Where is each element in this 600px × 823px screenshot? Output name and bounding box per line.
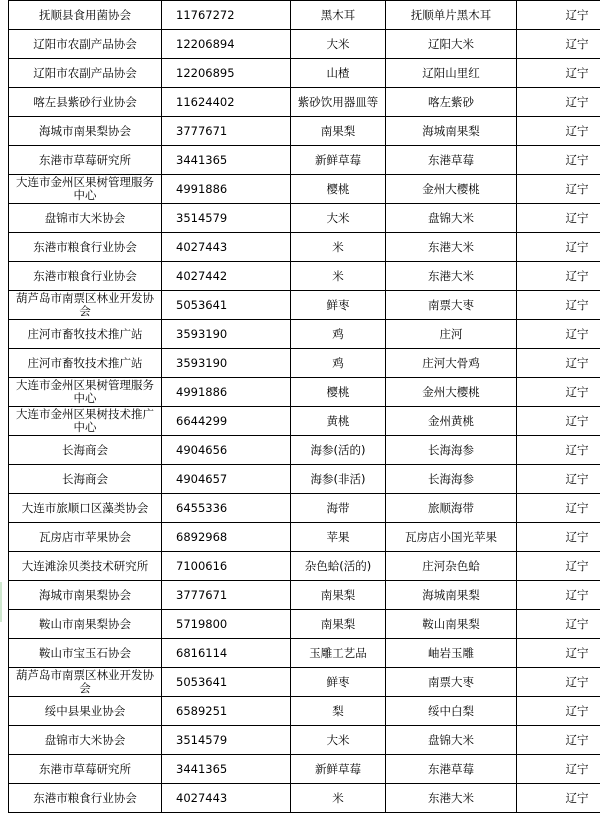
registration-number-cell: 5719800 [162, 610, 291, 639]
product-cell: 鸡 [291, 349, 386, 378]
product-cell: 南果梨 [291, 581, 386, 610]
province-cell: 辽宁 [517, 59, 600, 88]
applicant-cell: 大连市金州区果树技术推广中心 [9, 407, 162, 436]
registration-number-cell: 3514579 [162, 204, 291, 233]
registration-number-cell: 12206895 [162, 59, 291, 88]
product-cell: 南果梨 [291, 117, 386, 146]
registration-number-cell: 4904657 [162, 465, 291, 494]
mark-name-cell: 东港大米 [386, 262, 517, 291]
registration-number-cell: 3777671 [162, 581, 291, 610]
product-cell: 南果梨 [291, 610, 386, 639]
table-row [9, 784, 600, 813]
table-row [9, 552, 600, 581]
mark-name-cell: 金州黄桃 [386, 407, 517, 436]
product-cell: 黄桃 [291, 407, 386, 436]
registration-number-cell: 3514579 [162, 726, 291, 755]
applicant-cell: 长海商会 [9, 465, 162, 494]
province-cell: 辽宁 [517, 465, 600, 494]
mark-name-cell: 海城南果梨 [386, 581, 517, 610]
mark-name-cell: 瓦房店小国光苹果 [386, 523, 517, 552]
registration-number-cell: 12206894 [162, 30, 291, 59]
applicant-cell: 鞍山市南果梨协会 [9, 610, 162, 639]
table-row [9, 1, 600, 30]
province-cell: 辽宁 [517, 30, 600, 59]
province-cell: 辽宁 [517, 233, 600, 262]
applicant-cell: 海城市南果梨协会 [9, 581, 162, 610]
mark-name-cell: 东港草莓 [386, 755, 517, 784]
geographic-mark-table [8, 0, 600, 813]
applicant-cell: 东港市粮食行业协会 [9, 784, 162, 813]
table-row [9, 755, 600, 784]
province-cell: 辽宁 [517, 349, 600, 378]
table-row [9, 465, 600, 494]
registration-number-cell: 5053641 [162, 291, 291, 320]
registration-number-cell: 11624402 [162, 88, 291, 117]
applicant-cell: 葫芦岛市南票区林业开发协会 [9, 291, 162, 320]
table-row [9, 610, 600, 639]
product-cell: 米 [291, 233, 386, 262]
table-row [9, 581, 600, 610]
applicant-cell: 瓦房店市苹果协会 [9, 523, 162, 552]
table-row [9, 291, 600, 320]
registration-number-cell: 6892968 [162, 523, 291, 552]
province-cell: 辽宁 [517, 88, 600, 117]
product-cell: 杂色蛤(活的) [291, 552, 386, 581]
table-row [9, 436, 600, 465]
product-cell: 海参(活的) [291, 436, 386, 465]
applicant-cell: 庄河市畜牧技术推广站 [9, 349, 162, 378]
registration-number-cell: 4027442 [162, 262, 291, 291]
table-row [9, 639, 600, 668]
product-cell: 鲜枣 [291, 291, 386, 320]
mark-name-cell: 辽阳山里红 [386, 59, 517, 88]
applicant-cell: 东港市草莓研究所 [9, 755, 162, 784]
mark-name-cell: 旅顺海带 [386, 494, 517, 523]
table-row [9, 407, 600, 436]
table-row [9, 175, 600, 204]
product-cell: 玉雕工艺品 [291, 639, 386, 668]
registration-number-cell: 3441365 [162, 755, 291, 784]
registration-number-cell: 3593190 [162, 349, 291, 378]
table-row [9, 349, 600, 378]
product-cell: 大米 [291, 30, 386, 59]
mark-name-cell: 长海海参 [386, 436, 517, 465]
mark-name-cell: 南票大枣 [386, 668, 517, 697]
applicant-cell: 长海商会 [9, 436, 162, 465]
registration-number-cell: 4027443 [162, 233, 291, 262]
registration-number-cell: 5053641 [162, 668, 291, 697]
mark-name-cell: 喀左紫砂 [386, 88, 517, 117]
product-cell: 紫砂饮用器皿等 [291, 88, 386, 117]
mark-name-cell: 鞍山南果梨 [386, 610, 517, 639]
product-cell: 米 [291, 784, 386, 813]
registration-number-cell: 4904656 [162, 436, 291, 465]
applicant-cell: 葫芦岛市南票区林业开发协会 [9, 668, 162, 697]
province-cell: 辽宁 [517, 117, 600, 146]
mark-name-cell: 海城南果梨 [386, 117, 517, 146]
applicant-cell: 抚顺县食用菌协会 [9, 1, 162, 30]
table-row [9, 378, 600, 407]
applicant-cell: 盘锦市大米协会 [9, 204, 162, 233]
province-cell: 辽宁 [517, 552, 600, 581]
mark-name-cell: 抚顺单片黑木耳 [386, 1, 517, 30]
province-cell: 辽宁 [517, 523, 600, 552]
province-cell: 辽宁 [517, 639, 600, 668]
mark-name-cell: 盘锦大米 [386, 204, 517, 233]
applicant-cell: 喀左县紫砂行业协会 [9, 88, 162, 117]
table-row [9, 59, 600, 88]
province-cell: 辽宁 [517, 610, 600, 639]
product-cell: 鲜枣 [291, 668, 386, 697]
applicant-cell: 大连市金州区果树管理服务中心 [9, 175, 162, 204]
mark-name-cell: 东港大米 [386, 784, 517, 813]
table-row [9, 117, 600, 146]
registration-number-cell: 6816114 [162, 639, 291, 668]
applicant-cell: 东港市草莓研究所 [9, 146, 162, 175]
registration-number-cell: 4991886 [162, 175, 291, 204]
table-row [9, 262, 600, 291]
province-cell: 辽宁 [517, 494, 600, 523]
registration-number-cell: 4027443 [162, 784, 291, 813]
registration-number-cell: 3593190 [162, 320, 291, 349]
registration-number-cell: 3777671 [162, 117, 291, 146]
registration-number-cell: 7100616 [162, 552, 291, 581]
table-row [9, 726, 600, 755]
product-cell: 黑木耳 [291, 1, 386, 30]
product-cell: 海带 [291, 494, 386, 523]
applicant-cell: 辽阳市农副产品协会 [9, 59, 162, 88]
applicant-cell: 辽阳市农副产品协会 [9, 30, 162, 59]
mark-name-cell: 长海海参 [386, 465, 517, 494]
mark-name-cell: 辽阳大米 [386, 30, 517, 59]
product-cell: 樱桃 [291, 378, 386, 407]
province-cell: 辽宁 [517, 668, 600, 697]
applicant-cell: 大连市旅顺口区藻类协会 [9, 494, 162, 523]
table-row [9, 320, 600, 349]
table-row [9, 494, 600, 523]
applicant-cell: 庄河市畜牧技术推广站 [9, 320, 162, 349]
province-cell: 辽宁 [517, 262, 600, 291]
registration-number-cell: 3441365 [162, 146, 291, 175]
applicant-cell: 盘锦市大米协会 [9, 726, 162, 755]
applicant-cell: 大连滩涂贝类技术研究所 [9, 552, 162, 581]
province-cell: 辽宁 [517, 697, 600, 726]
table-row [9, 668, 600, 697]
province-cell: 辽宁 [517, 291, 600, 320]
registration-number-cell: 4991886 [162, 378, 291, 407]
margin-marker [0, 582, 2, 622]
mark-name-cell: 庄河 [386, 320, 517, 349]
province-cell: 辽宁 [517, 1, 600, 30]
product-cell: 山楂 [291, 59, 386, 88]
province-cell: 辽宁 [517, 436, 600, 465]
product-cell: 梨 [291, 697, 386, 726]
mark-name-cell: 金州大樱桃 [386, 378, 517, 407]
applicant-cell: 东港市粮食行业协会 [9, 233, 162, 262]
applicant-cell: 东港市粮食行业协会 [9, 262, 162, 291]
product-cell: 海参(非活) [291, 465, 386, 494]
registration-number-cell: 6644299 [162, 407, 291, 436]
table-row [9, 697, 600, 726]
province-cell: 辽宁 [517, 726, 600, 755]
province-cell: 辽宁 [517, 755, 600, 784]
product-cell: 大米 [291, 204, 386, 233]
province-cell: 辽宁 [517, 407, 600, 436]
product-cell: 米 [291, 262, 386, 291]
product-cell: 新鲜草莓 [291, 755, 386, 784]
province-cell: 辽宁 [517, 784, 600, 813]
product-cell: 鸡 [291, 320, 386, 349]
province-cell: 辽宁 [517, 320, 600, 349]
applicant-cell: 鞍山市宝玉石协会 [9, 639, 162, 668]
table-row [9, 204, 600, 233]
mark-name-cell: 庄河大骨鸡 [386, 349, 517, 378]
mark-name-cell: 庄河杂色蛤 [386, 552, 517, 581]
mark-name-cell: 南票大枣 [386, 291, 517, 320]
mark-name-cell: 岫岩玉雕 [386, 639, 517, 668]
mark-name-cell: 金州大樱桃 [386, 175, 517, 204]
product-cell: 樱桃 [291, 175, 386, 204]
mark-name-cell: 绥中白梨 [386, 697, 517, 726]
province-cell: 辽宁 [517, 204, 600, 233]
applicant-cell: 大连市金州区果树管理服务中心 [9, 378, 162, 407]
table-row [9, 523, 600, 552]
product-cell: 新鲜草莓 [291, 146, 386, 175]
registration-number-cell: 6589251 [162, 697, 291, 726]
table-row [9, 146, 600, 175]
registration-number-cell: 6455336 [162, 494, 291, 523]
province-cell: 辽宁 [517, 378, 600, 407]
province-cell: 辽宁 [517, 581, 600, 610]
product-cell: 大米 [291, 726, 386, 755]
applicant-cell: 绥中县果业协会 [9, 697, 162, 726]
mark-name-cell: 东港大米 [386, 233, 517, 262]
mark-name-cell: 盘锦大米 [386, 726, 517, 755]
province-cell: 辽宁 [517, 146, 600, 175]
registration-number-cell: 11767272 [162, 1, 291, 30]
table-row [9, 30, 600, 59]
mark-name-cell: 东港草莓 [386, 146, 517, 175]
province-cell: 辽宁 [517, 175, 600, 204]
product-cell: 苹果 [291, 523, 386, 552]
table-body [9, 1, 600, 813]
applicant-cell: 海城市南果梨协会 [9, 117, 162, 146]
table-row [9, 88, 600, 117]
table-row [9, 233, 600, 262]
